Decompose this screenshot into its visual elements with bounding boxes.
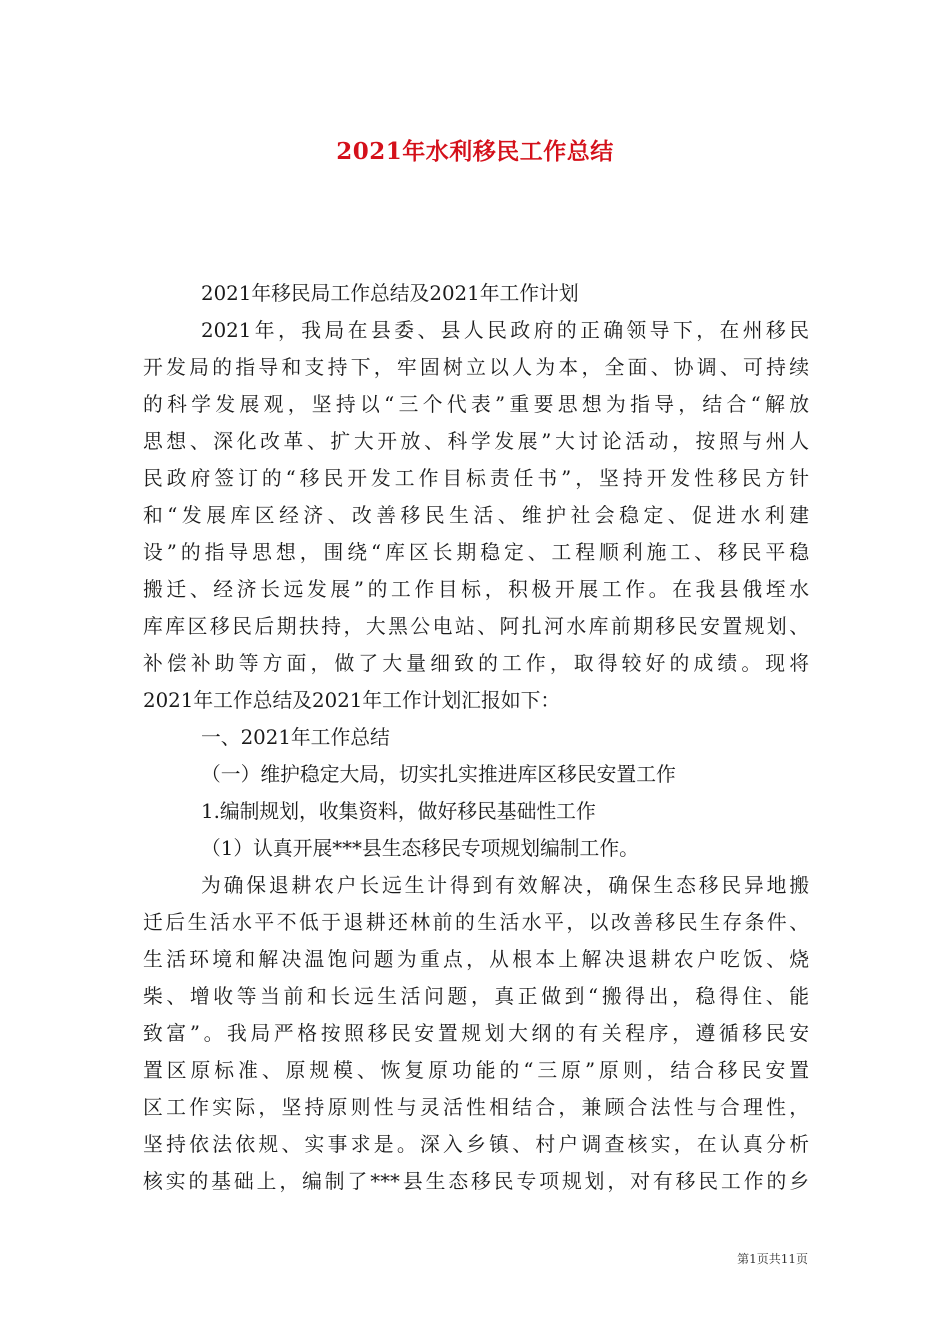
paragraph-line: 搬迁、经济长远发展”的工作目标，积极开展工作。在我县俄垤水: [143, 578, 809, 601]
subitem-heading: （1）认真开展***县生态移民专项规划编制工作。: [201, 837, 639, 860]
paragraph-line: 生活环境和解决温饱问题为重点，从根本上解决退耕农户吃饭、烧: [143, 948, 809, 971]
section-heading: 一、2021年工作总结: [201, 726, 390, 749]
paragraph-line: 置区原标准、原规模、恢复原功能的“三原”原则，结合移民安置: [143, 1059, 809, 1082]
paragraph-line: 库库区移民后期扶持，大黑公电站、阿扎河水库前期移民安置规划、: [143, 615, 809, 638]
paragraph-line: 设”的指导思想，围绕“库区长期稳定、工程顺利施工、移民平稳: [143, 541, 809, 564]
paragraph-line: 迁后生活水平不低于退耕还林前的生活水平，以改善移民生存条件、: [143, 911, 809, 934]
subtitle-line: 2021年移民局工作总结及2021年工作计划: [201, 282, 579, 305]
document-body: [143, 275, 809, 1200]
item-heading: 1.编制规划，收集资料，做好移民基础性工作: [201, 800, 596, 823]
paragraph-line: 的科学发展观，坚持以“三个代表”重要思想为指导，结合“解放: [143, 393, 809, 416]
paragraph-line: 区工作实际，坚持原则性与灵活性相结合，兼顾合法性与合理性，: [143, 1096, 809, 1119]
paragraph-line: 思想、深化改革、扩大开放、科学发展”大讨论活动，按照与州人: [143, 430, 809, 453]
paragraph-line: 柴、增收等当前和长远生活问题，真正做到“搬得出，稳得住、能: [143, 985, 809, 1008]
paragraph-line: 民政府签订的“移民开发工作目标责任书”，坚持开发性移民方针: [143, 467, 809, 490]
document-title: 2021年水利移民工作总结: [336, 138, 614, 165]
paragraph-line: 补偿补助等方面，做了大量细致的工作，取得较好的成绩。现将: [143, 652, 809, 675]
paragraph-line: 核实的基础上，编制了***县生态移民专项规划，对有移民工作的乡: [143, 1170, 809, 1193]
page-number: 第1页共11页: [737, 1252, 808, 1266]
paragraph-line: 为确保退耕农户长远生计得到有效解决，确保生态移民异地搬: [201, 874, 809, 897]
paragraph-line: 开发局的指导和支持下，牢固树立以人为本，全面、协调、可持续: [143, 356, 809, 379]
paragraph-line: 和“发展库区经济、改善移民生活、维护社会稳定、促进水利建: [143, 504, 809, 527]
paragraph-line: 致富”。我局严格按照移民安置规划大纲的有关程序，遵循移民安: [143, 1022, 809, 1045]
paragraph-line: 坚持依法依规、实事求是。深入乡镇、村户调查核实，在认真分析: [143, 1133, 809, 1156]
paragraph-line: 2021年工作总结及2021年工作计划汇报如下：: [143, 689, 561, 712]
subsection-heading: （一）维护稳定大局，切实扎实推进库区移民安置工作: [201, 763, 676, 786]
paragraph-line: 2021年，我局在县委、县人民政府的正确领导下，在州移民: [201, 319, 809, 342]
